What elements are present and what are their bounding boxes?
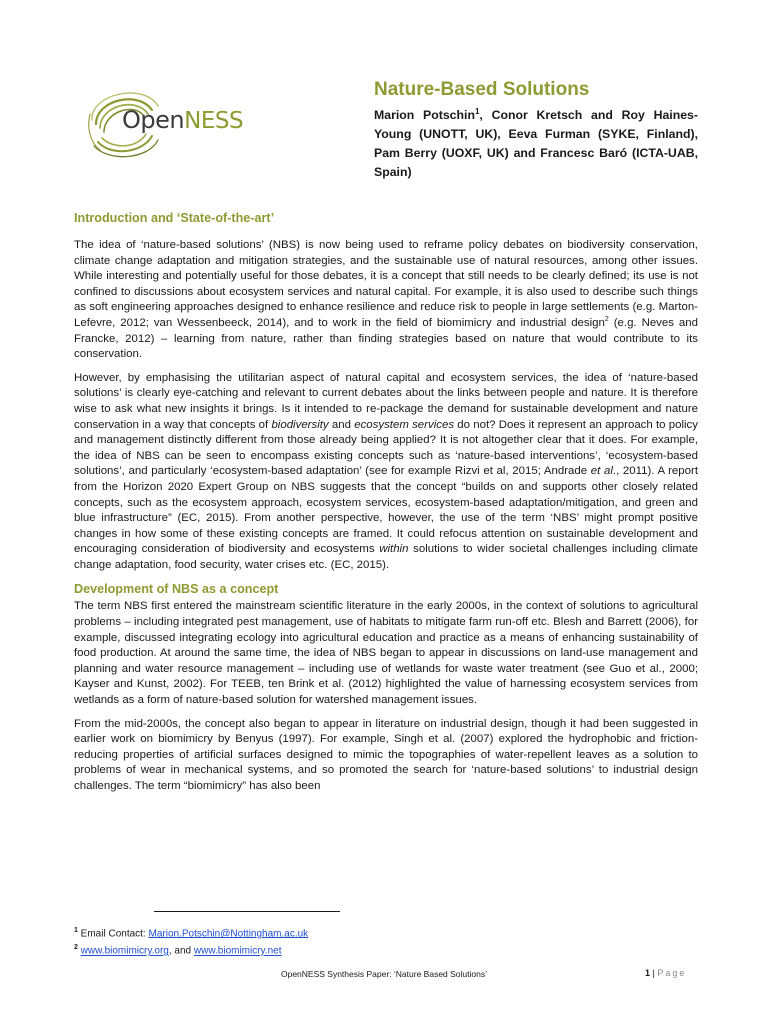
- footnote-ref-2[interactable]: 2: [604, 316, 609, 324]
- page-label: Page: [657, 968, 687, 978]
- paragraph-2-text-c: do not? Does it represent an approach to policy and management distinctly different from those already being applied? It is not altogether clear that it does. For example, the idea of NBS can be seen to encompass existing concepts such as ‘nature-based interventions’, ‘ecosystem-based solutions’, and particularly ‘ecosystem-based adaptation’ (see for example Rizvi et al, 2015; Andrade: [74, 418, 698, 478]
- paragraph-2-text: However, by emphasising the utilitarian aspect of natural capital and ecosystem services, the idea of ‘nature-based solutions’ is clearly eye-catching and relevant to current debates about the links between people and nature. It is therefore wise to ask what new insights it brings. Is it intended to re-package the demand for sustainable development and nature conservation in a way that concepts of: [74, 371, 698, 431]
- biomimicry-net-link[interactable]: www.biomimicry.net: [193, 945, 282, 957]
- footnote-divider: [154, 911, 340, 912]
- paragraph-2-text-b: and: [328, 418, 355, 431]
- paragraph-2: [74, 371, 698, 574]
- logo-text-open: Open: [122, 106, 185, 134]
- paragraph-1-text-cont: (e.g. Neves and Francke, 2012) – learning from nature, rather than finding strategies based on nature that would contribute to its conservation.: [74, 316, 698, 361]
- first-author: Marion Potschin: [374, 108, 475, 122]
- footer-paper-title: OpenNESS Synthesis Paper: ‘Nature Based Solutions’: [280, 969, 487, 979]
- emphasis-within: within: [379, 543, 409, 556]
- other-authors: , Conor Kretsch and Roy Haines-Young (UNOTT, UK), Eeva Furman (SYKE, Finland), Pam Berry (UOXF, UK) and Francesc Baró (ICTA-UAB, Spain): [374, 108, 698, 179]
- author-list: [374, 106, 698, 182]
- footnote-ref-1[interactable]: 1: [474, 106, 480, 116]
- footnote-2-separator: , and: [168, 945, 194, 957]
- footer-page-number: [645, 968, 686, 978]
- paragraph-3: The term NBS first entered the mainstream scientific literature in the early 2000s, in the context of solutions to agricultural problems – including integrated pest management, use of habitats to mitigate farm run-off etc. Blesh and Barrett (2006), for example, discussed integrating ecology into agricultural education and practice as a means of enhancing sustainability of food production. At around the same time, the idea of NBS began to appear in discussions on land-use management and planning and water resource management – including use of wetlands for waste water treatment (see Guo et al., 2000; Kayser and Kunst, 2002). For TEEB, ten Brink et al. (2012) highlighted the value of harnessing ecosystem services from wetlands as a form of nature-based solution for watershed management issues.: [74, 600, 698, 707]
- email-link[interactable]: Marion.Potschin@Nottingham.ac.uk: [148, 928, 309, 940]
- section-heading-introduction: Introduction and ‘State-of-the-art’: [74, 211, 275, 225]
- footnote-2-number: 2: [74, 944, 78, 952]
- logo-text-ness: NESS: [184, 108, 244, 134]
- paragraph-4: From the mid-2000s, the concept also began to appear in literature on industrial design, though it had been suggested in earlier work on biomimicry by Benyus (1997). For example, Singh et al. (2007) explored the hydrophobic and friction-reducing properties of artificial surfaces designed to mimic the topographies of water-repellent leaves as a solution to problems of wear in mechanical systems, and so promoted the search for ‘nature-based solutions’ to industrial design challenges. The term “biomimicry” has also been: [74, 717, 698, 792]
- openness-logo: [86, 84, 258, 158]
- paragraph-2-text-e: solutions to wider societal challenges including climate change adaptation, food security, water crises etc. (EC, 2015).: [74, 543, 698, 571]
- footnote-2: [74, 941, 308, 958]
- emphasis-biodiversity: biodiversity: [271, 418, 329, 431]
- paragraph-2-text-d: ., 2011). A report from the Horizon 2020 Expert Group on NBS suggests that the concept “builds on and supports other closely related concepts, such as the ecosystem approach, ecosystem services, ecosystem-based adaptation/mitigation, and green and blue infrastructure” (EC, 2015). From another perspective, however, the use of the term ‘NBS’ might prompt positive changes in how some of these existing concepts are framed. It could refocus attention on sustainable development and encouraging consideration of biodiversity and ecosystems: [74, 465, 699, 556]
- emphasis-ecosystem-services: ecosystem services: [354, 418, 455, 431]
- paragraph-1-text: The idea of ‘nature-based solutions’ (NBS) is now being used to reframe policy debates on biodiversity conservation, climate change adaptation and mitigation strategies, and the sustainable use of natural resources, among other issues. While interesting and potentially useful for those debates, it is a concept that still needs to be clearly defined; its use is not confined to discussions about ecosystem services and natural capital. For example, it is also used to describe such things as soft engineering approaches designed to enhance resilience and reduce risk to people in large settlements (e.g. Marton-Lefevre, 2012; van Wessenbeeck, 2014), and to work in the field of biomimicry and industrial design: [74, 239, 698, 329]
- footnote-1-label: Email Contact:: [77, 928, 149, 940]
- footnote-1: [74, 924, 308, 941]
- document-title: Nature-Based Solutions: [374, 79, 590, 100]
- biomimicry-org-link[interactable]: www.biomimicry.org: [80, 945, 169, 957]
- body-text: [74, 210, 698, 803]
- page-number: 1: [645, 968, 651, 978]
- logo-wordmark: [122, 106, 243, 135]
- section-heading-development: Development of NBS as a concept: [74, 582, 279, 597]
- footnotes: [74, 924, 308, 959]
- page-separator: |: [650, 968, 658, 978]
- footnote-1-number: 1: [74, 927, 78, 934]
- paragraph-1: [74, 238, 698, 363]
- emphasis-et-al: et al: [590, 465, 613, 478]
